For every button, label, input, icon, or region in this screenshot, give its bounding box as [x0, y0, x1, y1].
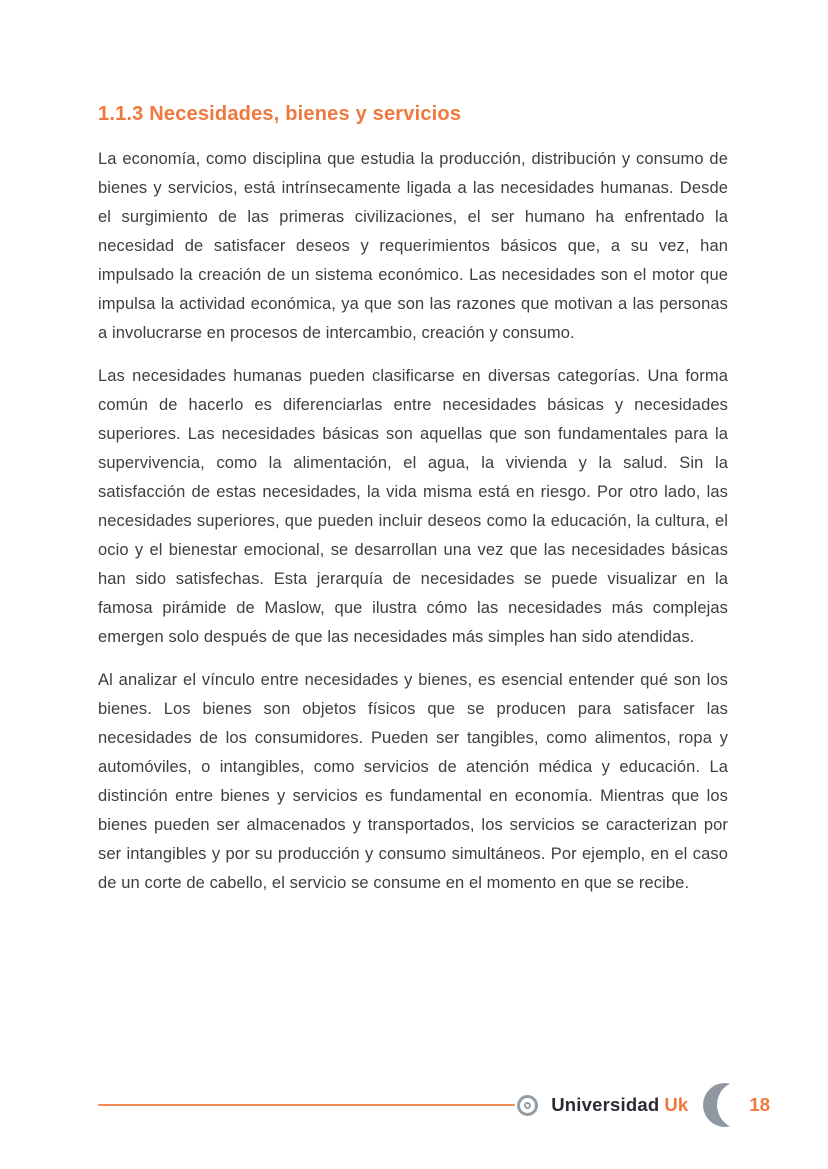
section-heading: 1.1.3 Necesidades, bienes y servicios — [98, 103, 462, 125]
crescent-icon — [703, 1083, 733, 1127]
bullseye-icon — [517, 1095, 538, 1116]
footer-divider-line — [98, 1104, 515, 1106]
brand-suffix: Uk — [664, 1094, 689, 1115]
body-paragraph: Al analizar el vínculo entre necesidades y bienes, es esencial entender qué son los bienes. Los bienes son objetos físicos que se producen para satisfacer las necesidades de los consumidores. Pueden ser tangibles, como alimentos, ropa y automóviles, o intangibles, como servicios de atención médica y educación. La distinción entre bienes y servicios es fundamental en economía. Mientras que los bienes pueden ser almacenados y transportados, los servicios se caracterizan por ser intangibles y por su producción y consumo simultáneos. Por ejemplo, en el caso de un corte de cabello, el servicio se consume en el momento en que se recibe. — [98, 671, 728, 892]
document-page-content — [98, 103, 728, 912]
body-paragraph: La economía, como disciplina que estudia la producción, distribución y consumo de bienes y servicios, está intrínsecamente ligada a las necesidades humanas. Desde el surgimiento de las primeras civilizaciones, el ser humano ha enfrentado la necesidad de satisfacer deseos y requerimientos básicos que, a su vez, han impulsado la creación de un sistema económico. Las necesidades son el motor que impulsa la actividad económica, ya que son las razones que motivan a las personas a involucrarse en procesos de intercambio, creación y consumo. — [98, 150, 728, 342]
body-paragraph: Las necesidades humanas pueden clasificarse en diversas categorías. Una forma común de hacerlo es diferenciarlas entre necesidades básicas y necesidades superiores. Las necesidades básicas son aquellas que son fundamentales para la supervivencia, como la alimentación, el agua, la vivienda y la salud. Sin la satisfacción de estas necesidades, la vida misma está en riesgo. Por otro lado, las necesidades superiores, que pueden incluir deseos como la educación, la cultura, el ocio y el bienestar emocional, se desarrollan una vez que las necesidades básicas han sido satisfechas. Esta jerarquía de necesidades se puede visualizar en la famosa pirámide de Maslow, que ilustra cómo las necesidades más complejas emergen solo después de que las necesidades más simples han sido atendidas. — [98, 367, 728, 646]
page-number: 18 — [749, 1094, 770, 1115]
brand-logo — [551, 1094, 688, 1116]
page-footer — [98, 1082, 770, 1128]
bullseye-icon-center — [524, 1102, 531, 1109]
brand-name: Universidad — [551, 1094, 660, 1115]
